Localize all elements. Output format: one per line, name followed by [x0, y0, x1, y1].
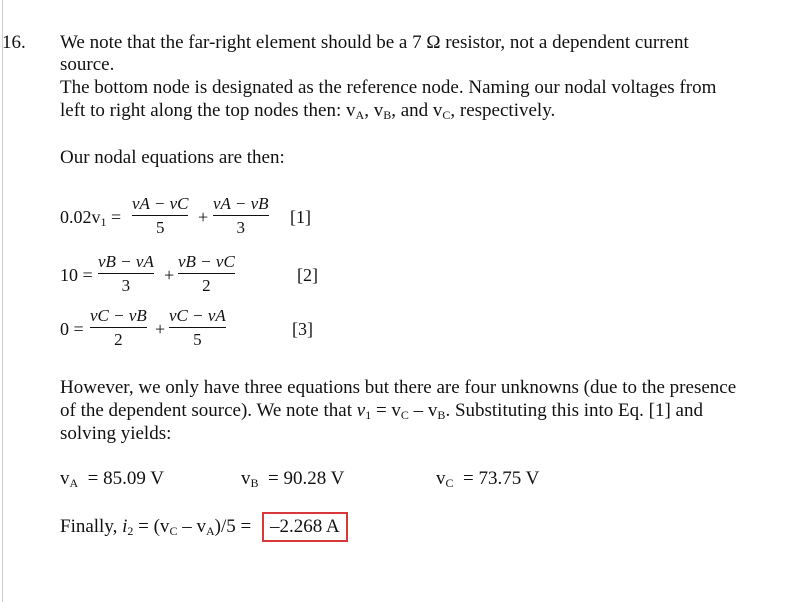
- eq1-f1-denominator: 5: [155, 218, 165, 237]
- eq3-plus: +: [155, 319, 166, 339]
- eq2-plus: +: [164, 265, 175, 285]
- eq1-f2-numerator: vA − vB: [213, 194, 269, 213]
- eq1-equals: =: [106, 207, 122, 227]
- eq2-f2-numerator: vB − vC: [178, 252, 235, 271]
- equation-1: [60, 194, 360, 242]
- however-minus-vb: – v: [408, 400, 438, 421]
- final-va-subscript: A: [205, 524, 215, 538]
- intro-line-4-sep2: , and v: [391, 100, 443, 121]
- vb-result-subscript: B: [250, 476, 259, 490]
- however-equals-vc: = v: [371, 400, 401, 421]
- however-line-2-end: . Substituting this into Eq. [1] and: [445, 400, 703, 421]
- however-line-3: solving yields:: [60, 423, 172, 444]
- final-vc-subscript: C: [169, 524, 178, 538]
- intro-line-4-sep1: , v: [364, 100, 384, 121]
- answer-box: –2.268 A: [262, 512, 348, 542]
- intro-line-4-text: left to right along the top nodes then: v: [60, 100, 356, 121]
- equation-2: [60, 252, 360, 300]
- result-vb: [241, 468, 344, 490]
- v1-subscript: 1: [365, 408, 372, 422]
- vc-subscript: C: [400, 408, 409, 422]
- eq1-f2-denominator: 3: [236, 218, 246, 237]
- eq3-f1-bar: [90, 327, 147, 328]
- v1-symbol: v: [356, 400, 366, 421]
- eq1-f2-bar: [213, 215, 269, 216]
- eq2-tag: [2]: [297, 265, 318, 285]
- result-va: [60, 468, 164, 490]
- eq2-lhs: 10 =: [60, 265, 93, 285]
- intro-line-4-end: , respectively.: [450, 100, 556, 121]
- eq1-lhs: [60, 207, 121, 228]
- eq3-f1-numerator: vC − vB: [90, 306, 147, 325]
- nodal-intro: Our nodal equations are then:: [60, 147, 285, 168]
- problem-number: 16.: [2, 32, 26, 53]
- equation-3: [60, 306, 360, 354]
- eq1-f1-bar: [132, 215, 188, 216]
- vc-value: = 73.75 V: [463, 468, 540, 489]
- final-expr-minus: – v: [177, 516, 206, 537]
- i2-subscript: 2: [127, 524, 134, 538]
- eq3-f2-denominator: 5: [193, 330, 202, 349]
- eq1-lhs-sub: 1: [100, 215, 107, 229]
- eq3-f2-bar: [169, 327, 226, 328]
- eq2-fraction-2: [178, 252, 235, 296]
- vb-subscript: B: [437, 408, 446, 422]
- intro-line-3: The bottom node is designated as the reference node. Naming our nodal voltages from: [60, 77, 717, 98]
- eq3-lhs: 0 =: [60, 319, 84, 339]
- subscript-b: B: [383, 108, 392, 122]
- eq3-fraction-1: [90, 306, 147, 350]
- va-symbol: v: [60, 468, 70, 489]
- vb-value: = 90.28 V: [268, 468, 345, 489]
- vc-result-subscript: C: [445, 476, 454, 490]
- subscript-a: A: [355, 108, 365, 122]
- final-line: [60, 516, 348, 538]
- final-prefix: Finally,: [60, 516, 123, 537]
- however-line-1: However, we only have three equations but there are four unknowns (due to the presence: [60, 377, 737, 398]
- eq1-f1-numerator: vA − vC: [132, 194, 189, 213]
- intro-line-4: [60, 100, 555, 122]
- eq1-tag: [1]: [290, 207, 311, 227]
- eq3-f1-denominator: 2: [114, 330, 123, 349]
- vb-symbol: v: [241, 468, 251, 489]
- eq1-plus: +: [198, 207, 209, 227]
- page-edge-rule: [2, 0, 3, 602]
- eq1-fraction-1: [132, 194, 188, 238]
- eq3-f2-numerator: vC − vA: [169, 306, 226, 325]
- eq2-f2-denominator: 2: [202, 276, 211, 295]
- va-subscript: A: [69, 476, 79, 490]
- eq2-f1-numerator: vB − vA: [98, 252, 154, 271]
- i2-symbol: i: [122, 516, 128, 537]
- eq3-tag: [3]: [292, 319, 313, 339]
- eq3-fraction-2: [169, 306, 226, 350]
- vc-symbol: v: [436, 468, 446, 489]
- eq2-f1-denominator: 3: [121, 276, 131, 295]
- eq2-f2-bar: [178, 273, 235, 274]
- eq2-f1-bar: [98, 273, 154, 274]
- va-value: = 85.09 V: [87, 468, 165, 489]
- however-line-2: [60, 400, 703, 422]
- eq1-fraction-2: [213, 194, 269, 238]
- eq1-lhs-text: 0.02v: [60, 207, 101, 227]
- final-expr-open: = (v: [133, 516, 170, 537]
- intro-line-1: We note that the far-right element should be a 7 Ω resistor, not a dependent current: [60, 32, 689, 53]
- intro-line-2: source.: [60, 54, 115, 75]
- result-vc: [436, 468, 539, 490]
- subscript-c: C: [442, 108, 451, 122]
- final-expr-close: )/5 =: [214, 516, 252, 537]
- however-line-2-text: of the dependent source). We note that: [60, 400, 357, 421]
- eq2-fraction-1: [98, 252, 154, 296]
